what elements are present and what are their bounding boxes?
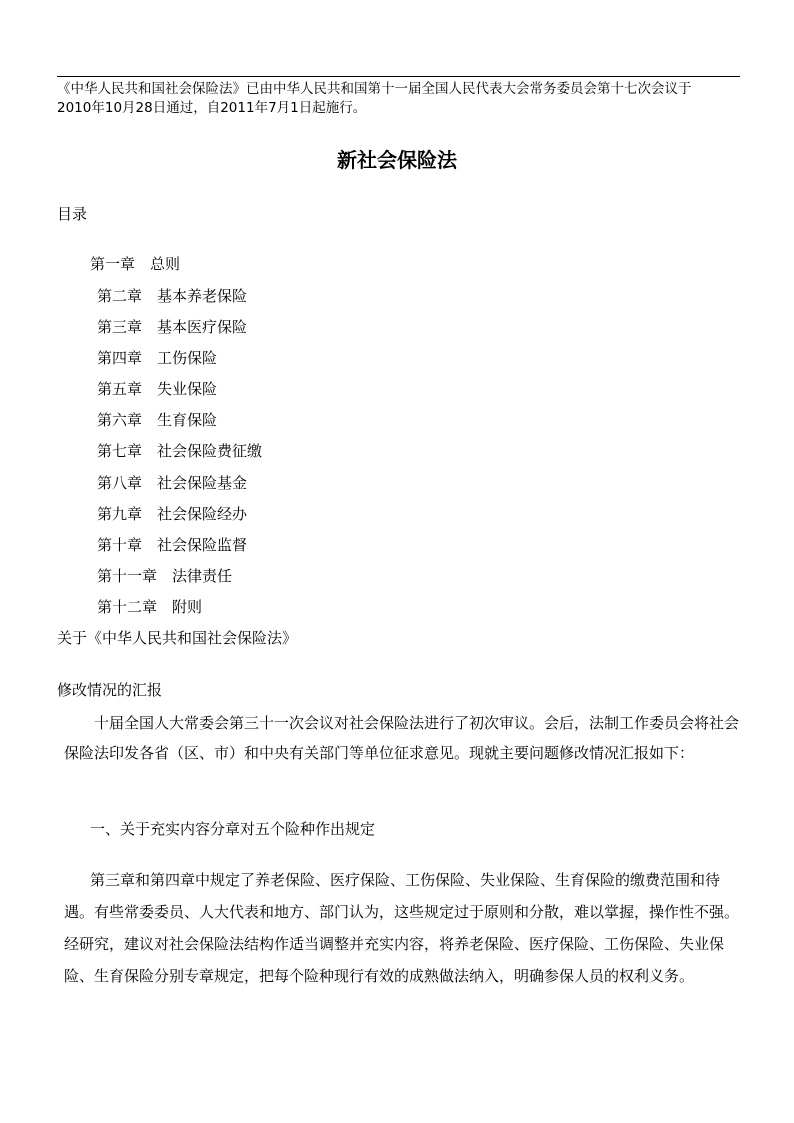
toc-chapter-number: 第一章 [90,255,136,273]
report-paragraph: 十届全国人大常委会第三十一次会议对社会保险法进行了初次审议。会后，法制工作委员会将社会保险法印发各省（区、市）和中央有关部门等单位征求意见。现就主要问题修改情况汇报如下： [64,714,740,762]
toc-item [97,472,247,494]
toc-chapter-name: 社会保险费征缴 [157,442,263,460]
report-title-line-1: 关于《中华人民共和国社会保险法》 [57,629,298,647]
toc-item [97,565,232,587]
report-title-line-2: 修改情况的汇报 [57,681,163,699]
toc-item [90,253,180,275]
toc-chapter-name: 附则 [172,598,203,616]
toc-chapter-name: 法律责任 [172,567,233,585]
toc-chapter-name: 社会保险基金 [157,474,248,492]
toc-chapter-name: 工伤保险 [157,349,218,367]
header-note [57,80,740,118]
toc-chapter-number: 第十一章 [97,567,158,585]
toc-chapter-number: 第八章 [97,474,143,492]
toc-item [97,440,262,462]
toc-chapter-name: 基本医疗保险 [157,318,248,336]
header-divider [57,76,740,77]
section-heading: 一、关于充实内容分章对五个险种作出规定 [90,820,376,838]
toc-chapter-number: 第十二章 [97,598,158,616]
toc-item [97,285,247,307]
toc-chapter-number: 第二章 [97,287,143,305]
toc-chapter-name: 社会保险监督 [157,536,248,554]
toc-item [97,316,247,338]
toc-item [97,503,247,525]
toc-item [97,534,247,556]
toc-chapter-number: 第七章 [97,442,143,460]
toc-chapter-number: 第四章 [97,349,143,367]
toc-chapter-name: 社会保险经办 [157,505,248,523]
toc-chapter-number: 第六章 [97,411,143,429]
document-title: 新社会保险法 [337,148,457,172]
toc-item [97,409,217,431]
toc-chapter-number: 第九章 [97,505,143,523]
toc-chapter-number: 第三章 [97,318,143,336]
header-note-line-2: 2010年10月28日通过，自2011年7月1日起施行。 [57,100,367,116]
toc-chapter-name: 生育保险 [157,411,218,429]
header-note-line-1: 《中华人民共和国社会保险法》已由中华人民共和国第十一届全国人民代表大会常务委员会第十七次会议于 [57,81,692,97]
toc-item [97,596,202,618]
toc-chapter-number: 第十章 [97,536,143,554]
toc-chapter-name: 总则 [150,255,181,273]
toc-item [97,378,217,400]
toc-chapter-number: 第五章 [97,380,143,398]
section-paragraph: 第三章和第四章中规定了养老保险、医疗保险、工伤保险、失业保险、生育保险的缴费范围和待遇。有些常委委员、人大代表和地方、部门认为，这些规定过于原则和分散，难以掌握，操作性不强。经研究，建议对社会保险法结构作适当调整并充实内容，将养老保险、医疗保险、工伤保险、失业保险、生育保险分别专章规定，把每个险种现行有效的成熟做法纳入，明确参保人员的权利义务。 [64,871,740,985]
toc-item [97,347,217,369]
toc-chapter-name: 失业保险 [157,380,218,398]
toc-chapter-name: 基本养老保险 [157,287,248,305]
toc-label: 目录 [57,205,88,223]
